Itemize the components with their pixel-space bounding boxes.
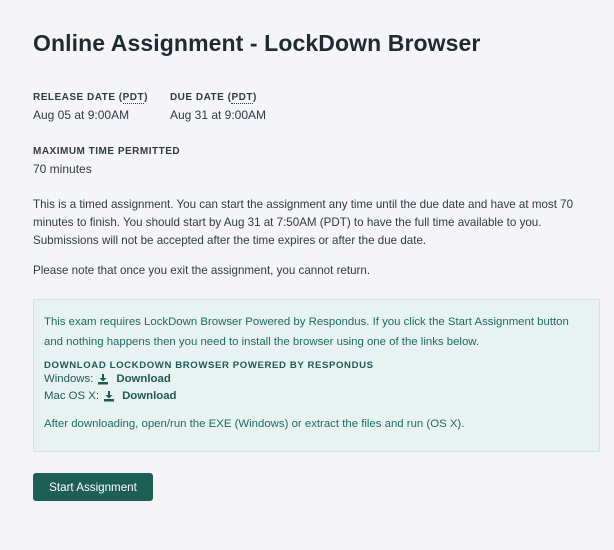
assignment-description: This is a timed assignment. You can start the assignment any time until the due date and have at most 70 minutes to finish. You should start by Aug 31 at 7:50AM (PDT) to have the full time available to you. Submissions will not be accepted after the time expires or after the due date. (33, 198, 574, 247)
max-time-label: MAXIMUM TIME PERMITTED (33, 146, 181, 157)
windows-download-link[interactable]: Download (116, 373, 171, 385)
release-timezone-abbr: PDT (122, 92, 145, 103)
release-label-prefix: RELEASE DATE ( (33, 92, 123, 103)
download-icon (98, 374, 108, 385)
release-date-label (33, 92, 148, 103)
mac-label: Mac OS X: (44, 390, 100, 402)
due-date-value: Aug 31 at 9:00AM (169, 108, 267, 122)
due-date-block (170, 92, 266, 122)
start-assignment-button[interactable]: Start Assignment (33, 473, 153, 501)
lockdown-intro-text: This exam requires LockDown Browser Powered by Respondus. If you click the Start Assignment button and nothing happens then you need to install the browser using one of the links below. (44, 316, 569, 348)
lockdown-info-box (33, 299, 600, 452)
release-date-block (33, 92, 148, 122)
release-label-suffix: ) (144, 92, 148, 103)
release-date-value: Aug 05 at 9:00AM (33, 108, 130, 122)
mac-download-row (44, 388, 589, 405)
max-time-value: 70 minutes (33, 162, 92, 176)
download-section-label: DOWNLOAD LOCKDOWN BROWSER POWERED BY RESPONDUS (44, 360, 374, 371)
due-timezone-abbr: PDT (231, 92, 253, 103)
windows-label: Windows: (44, 373, 94, 385)
exit-note: Please note that once you exit the assignment, you cannot return. (33, 264, 371, 277)
due-date-label (170, 92, 266, 103)
after-download-text: After downloading, open/run the EXE (Windows) or extract the files and run (OS X). (44, 418, 465, 430)
windows-download-row (44, 371, 589, 388)
due-label-prefix: DUE DATE ( (169, 92, 232, 103)
dates-section (33, 92, 266, 122)
download-icon (104, 391, 114, 402)
max-time-block (33, 146, 180, 176)
due-label-suffix: ) (252, 92, 257, 103)
page-title: Online Assignment - LockDown Browser (33, 30, 481, 56)
mac-download-link[interactable]: Download (122, 390, 177, 402)
